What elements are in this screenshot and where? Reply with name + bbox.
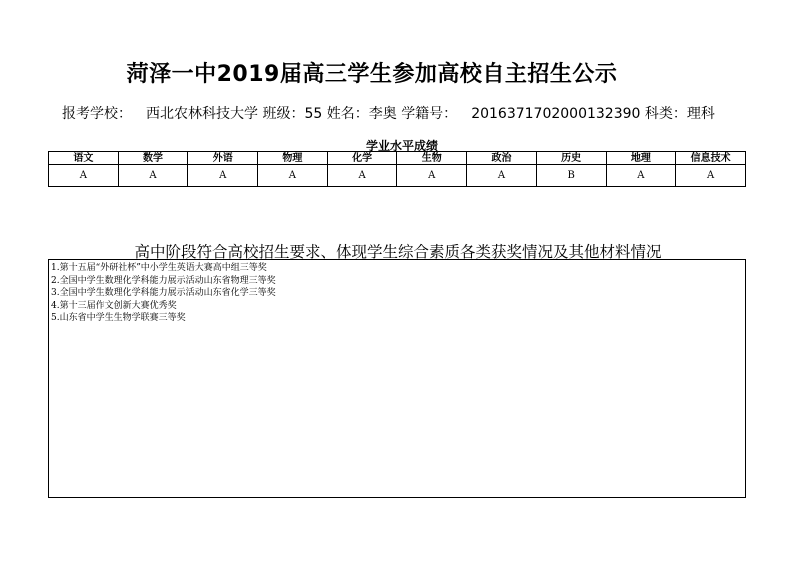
subject-label: 科类： — [644, 106, 687, 122]
scores-header-row — [49, 152, 746, 165]
scores-table — [48, 151, 746, 187]
grade-cell: A — [118, 165, 188, 187]
award-item: 4.第十三届作文创新大赛优秀奖 — [51, 300, 177, 311]
subject-header: 信息技术 — [676, 152, 746, 165]
school-label: 报考学校： — [62, 106, 132, 122]
name-value: 李奥 — [368, 106, 397, 122]
grade-cell: A — [258, 165, 328, 187]
subject-header: 政治 — [467, 152, 537, 165]
award-item: 1.第十五届“外研社杯”中小学生英语大赛高中组三等奖 — [51, 263, 267, 273]
class-value: 55 — [304, 106, 323, 122]
scores-title: 学业水平成绩 — [365, 139, 438, 153]
grade-cell: A — [397, 165, 467, 187]
id-label: 学籍号： — [401, 106, 458, 122]
scores-grade-row — [49, 165, 746, 187]
award-item: 2.全国中学生数理化学科能力展示活动山东省物理三等奖 — [51, 275, 276, 286]
subject-header: 历史 — [536, 152, 606, 165]
awards-box — [48, 259, 746, 498]
subject-header: 地理 — [606, 152, 676, 165]
subject-header: 外语 — [188, 152, 258, 165]
grade-cell: A — [327, 165, 397, 187]
award-item: 5.山东省中学生生物学联赛三等奖 — [51, 313, 186, 323]
subject-header: 物理 — [258, 152, 328, 165]
class-label: 班级： — [262, 106, 305, 122]
awards-list — [49, 260, 745, 325]
award-item: 3.全国中学生数理化学科能力展示活动山东省化学三等奖 — [51, 288, 276, 298]
page-title: 菏泽一中2019届高三学生参加高校自主招生公示 — [126, 62, 618, 87]
grade-cell: A — [49, 165, 119, 187]
grade-cell: B — [536, 165, 606, 187]
id-value: 2016371702000132390 — [471, 106, 641, 122]
grade-cell: A — [606, 165, 676, 187]
awards-section-title: 高中阶段符合高校招生要求、体现学生综合素质各类获奖情况及其他材料情况 — [134, 243, 662, 261]
grade-cell: A — [188, 165, 258, 187]
subject-header: 语文 — [49, 152, 119, 165]
grade-cell: A — [467, 165, 537, 187]
subject-header: 数学 — [118, 152, 188, 165]
grade-cell: A — [676, 165, 746, 187]
student-info — [62, 103, 715, 123]
school-value: 西北农林科技大学 — [146, 106, 258, 122]
subject-value: 理科 — [686, 106, 715, 122]
subject-header: 生物 — [397, 152, 467, 165]
subject-header: 化学 — [327, 152, 397, 165]
name-label: 姓名： — [326, 106, 369, 122]
